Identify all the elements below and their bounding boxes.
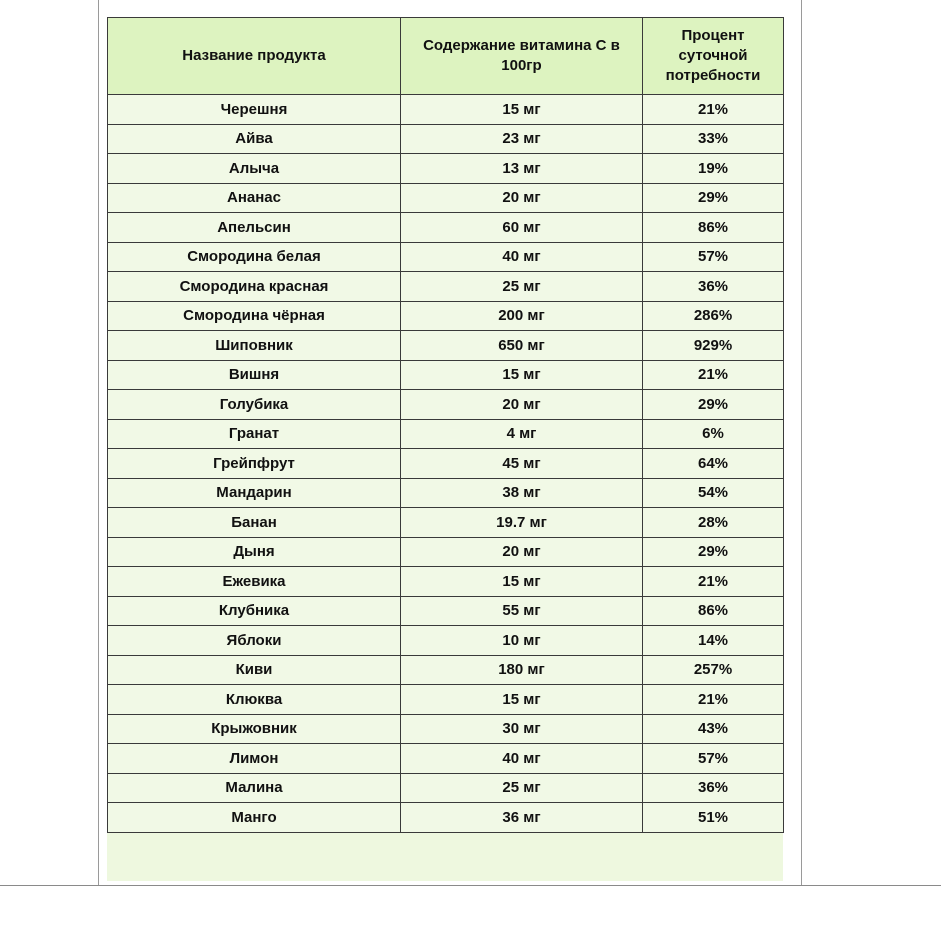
table-row: [108, 242, 784, 272]
vitamin-content-cell: 180 мг: [401, 655, 643, 685]
vitamin-content-cell: 25 мг: [401, 773, 643, 803]
table-row: [108, 803, 784, 833]
product-name-cell: Гранат: [108, 419, 401, 449]
product-name-cell: Смородина красная: [108, 272, 401, 302]
vitamin-content-cell: 15 мг: [401, 567, 643, 597]
product-name-cell: Мандарин: [108, 478, 401, 508]
vitamin-content-cell: 20 мг: [401, 390, 643, 420]
product-name-cell: Смородина чёрная: [108, 301, 401, 331]
vitamin-content-cell: 40 мг: [401, 744, 643, 774]
table-row: [108, 301, 784, 331]
table-row: [108, 508, 784, 538]
daily-percent-cell: 36%: [643, 272, 784, 302]
product-name-cell: Лимон: [108, 744, 401, 774]
daily-percent-cell: 43%: [643, 714, 784, 744]
vitamin-content-cell: 4 мг: [401, 419, 643, 449]
table-row: [108, 655, 784, 685]
daily-percent-cell: 86%: [643, 596, 784, 626]
daily-percent-cell: 14%: [643, 626, 784, 656]
daily-percent-cell: 257%: [643, 655, 784, 685]
product-name-cell: Ежевика: [108, 567, 401, 597]
daily-percent-cell: 36%: [643, 773, 784, 803]
table-row: [108, 714, 784, 744]
daily-percent-cell: 33%: [643, 124, 784, 154]
vitamin-content-cell: 36 мг: [401, 803, 643, 833]
daily-percent-cell: 29%: [643, 183, 784, 213]
table-row: [108, 567, 784, 597]
daily-percent-cell: 86%: [643, 213, 784, 243]
vitamin-content-cell: 15 мг: [401, 685, 643, 715]
table-body: [108, 95, 784, 833]
daily-percent-cell: 929%: [643, 331, 784, 361]
table-row: [108, 183, 784, 213]
vitamin-content-cell: 15 мг: [401, 95, 643, 125]
vitamin-content-cell: 30 мг: [401, 714, 643, 744]
product-name-cell: Клюква: [108, 685, 401, 715]
product-name-cell: Манго: [108, 803, 401, 833]
page-left-border: [98, 0, 99, 886]
table-row: [108, 154, 784, 184]
product-name-cell: Киви: [108, 655, 401, 685]
product-name-cell: Смородина белая: [108, 242, 401, 272]
vitamin-content-cell: 40 мг: [401, 242, 643, 272]
table-row: [108, 272, 784, 302]
header-product-name: Название продукта: [108, 18, 401, 95]
daily-percent-cell: 6%: [643, 419, 784, 449]
product-name-cell: Ананас: [108, 183, 401, 213]
vitamin-content-cell: 60 мг: [401, 213, 643, 243]
daily-percent-cell: 57%: [643, 242, 784, 272]
daily-percent-cell: 28%: [643, 508, 784, 538]
table-row: [108, 478, 784, 508]
table-row: [108, 95, 784, 125]
daily-percent-cell: 21%: [643, 360, 784, 390]
table-row: [108, 773, 784, 803]
vitamin-content-cell: 20 мг: [401, 183, 643, 213]
product-name-cell: Яблоки: [108, 626, 401, 656]
daily-percent-cell: 29%: [643, 537, 784, 567]
vitamin-content-cell: 25 мг: [401, 272, 643, 302]
product-name-cell: Голубика: [108, 390, 401, 420]
page-right-border: [801, 0, 802, 886]
product-name-cell: Айва: [108, 124, 401, 154]
vitamin-content-cell: 13 мг: [401, 154, 643, 184]
product-name-cell: Шиповник: [108, 331, 401, 361]
table-row: [108, 360, 784, 390]
page-bottom-border: [0, 885, 941, 886]
product-name-cell: Вишня: [108, 360, 401, 390]
product-name-cell: Грейпфрут: [108, 449, 401, 479]
table-row: [108, 537, 784, 567]
daily-percent-cell: 21%: [643, 95, 784, 125]
table-row: [108, 390, 784, 420]
vitamin-content-cell: 23 мг: [401, 124, 643, 154]
vitamin-content-cell: 38 мг: [401, 478, 643, 508]
product-name-cell: Апельсин: [108, 213, 401, 243]
daily-percent-cell: 21%: [643, 567, 784, 597]
product-name-cell: Дыня: [108, 537, 401, 567]
vitamin-content-cell: 15 мг: [401, 360, 643, 390]
product-name-cell: Малина: [108, 773, 401, 803]
product-name-cell: Клубника: [108, 596, 401, 626]
table-row: [108, 419, 784, 449]
vitamin-content-cell: 55 мг: [401, 596, 643, 626]
vitamin-content-cell: 45 мг: [401, 449, 643, 479]
vitamin-content-cell: 19.7 мг: [401, 508, 643, 538]
table-row: [108, 596, 784, 626]
product-name-cell: Банан: [108, 508, 401, 538]
daily-percent-cell: 51%: [643, 803, 784, 833]
table-row: [108, 626, 784, 656]
table-row: [108, 744, 784, 774]
table-row: [108, 449, 784, 479]
daily-percent-cell: 19%: [643, 154, 784, 184]
product-name-cell: Черешня: [108, 95, 401, 125]
table-row: [108, 124, 784, 154]
daily-percent-cell: 286%: [643, 301, 784, 331]
table-header-row: [108, 18, 784, 95]
daily-percent-cell: 29%: [643, 390, 784, 420]
daily-percent-cell: 54%: [643, 478, 784, 508]
vitamin-c-table: [107, 17, 784, 833]
daily-percent-cell: 57%: [643, 744, 784, 774]
vitamin-content-cell: 20 мг: [401, 537, 643, 567]
table-row: [108, 685, 784, 715]
vitamin-content-cell: 650 мг: [401, 331, 643, 361]
table-row: [108, 331, 784, 361]
product-name-cell: Алыча: [108, 154, 401, 184]
vitamin-content-cell: 200 мг: [401, 301, 643, 331]
product-name-cell: Крыжовник: [108, 714, 401, 744]
vitamin-c-table-container: [107, 17, 783, 881]
table-row: [108, 213, 784, 243]
header-vitamin-content: Содержание витамина С в 100гр: [401, 18, 643, 95]
vitamin-content-cell: 10 мг: [401, 626, 643, 656]
daily-percent-cell: 64%: [643, 449, 784, 479]
daily-percent-cell: 21%: [643, 685, 784, 715]
header-daily-percent: Процент суточной потребности: [643, 18, 784, 95]
